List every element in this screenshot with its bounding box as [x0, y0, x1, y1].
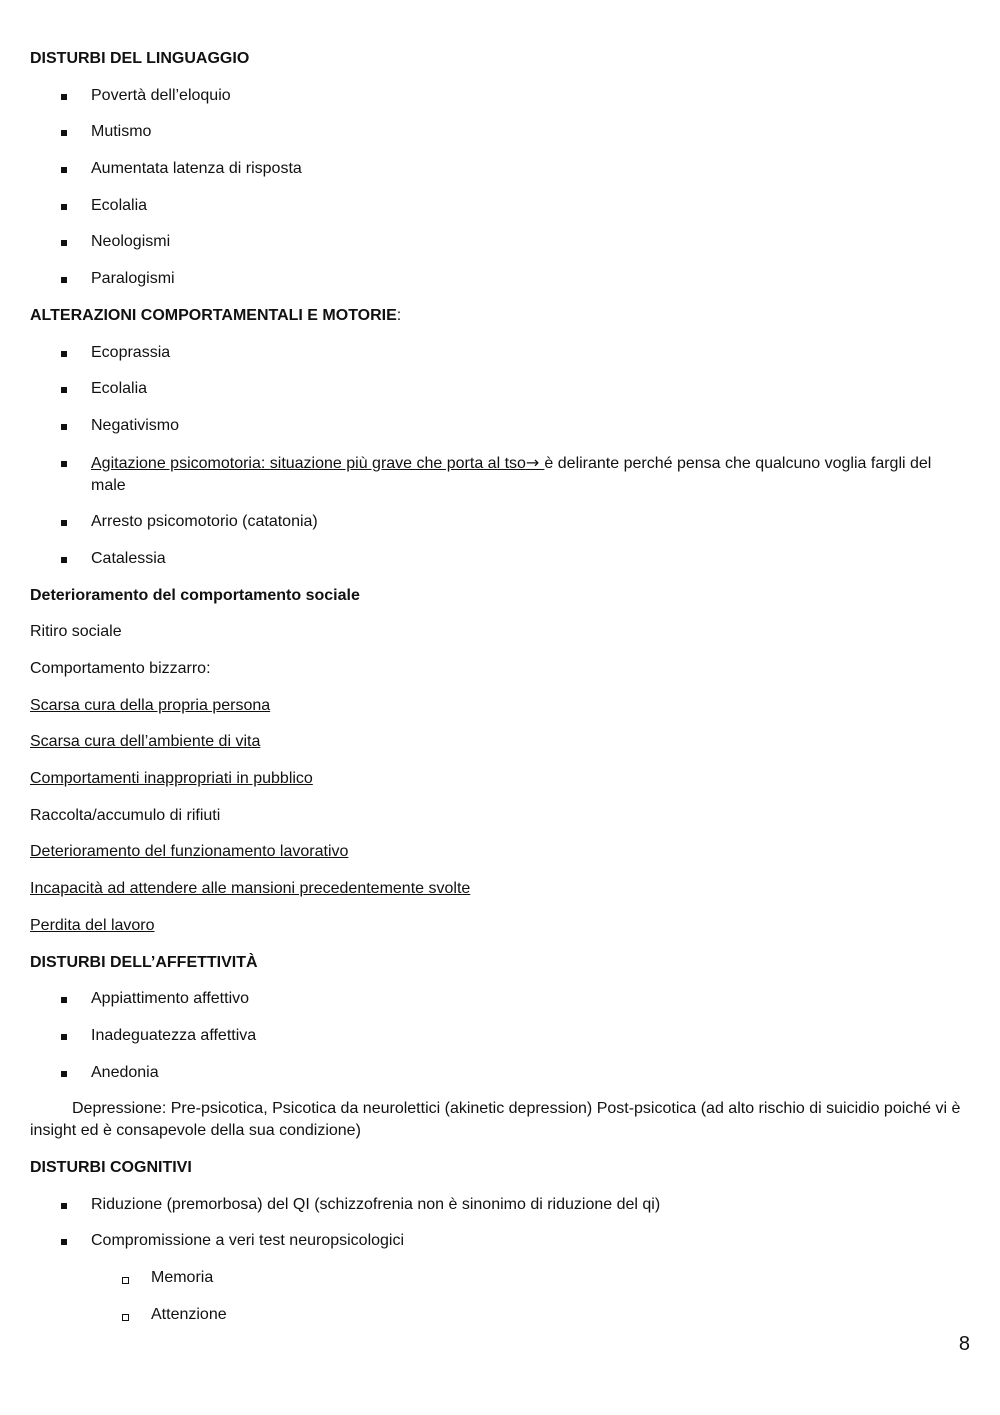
heading-affettivita: DISTURBI DELL’AFFETTIVITÀ — [30, 953, 258, 971]
square-bullet-icon — [61, 461, 67, 467]
square-bullet-icon — [61, 1203, 67, 1209]
heading-linguaggio: DISTURBI DEL LINGUAGGIO — [30, 50, 250, 67]
list-item: Ecolalia — [30, 195, 970, 217]
list-item: Mutismo — [30, 121, 970, 143]
square-bullet-icon — [61, 520, 67, 526]
list-item: Ecoprassia — [30, 342, 970, 364]
paragraph: Perdita del lavoro — [30, 916, 155, 934]
list-item: Arresto psicomotorio (catatonia) — [30, 511, 970, 533]
square-bullet-icon — [61, 167, 67, 173]
square-bullet-icon — [61, 204, 67, 210]
paragraph: Deterioramento del funzionamento lavorativo — [30, 843, 349, 861]
square-bullet-icon — [61, 1071, 67, 1077]
list-item: Riduzione (premorbosa) del QI (schizzofrenia non è sinonimo di riduzione del qi) — [30, 1194, 970, 1216]
list-item: Inadeguatezza affettiva — [30, 1025, 970, 1047]
square-bullet-icon — [61, 997, 67, 1003]
heading-cognitivi: DISTURBI COGNITIVI — [30, 1158, 192, 1176]
sub-list-item: Memoria — [30, 1267, 970, 1289]
document-page — [30, 48, 970, 1340]
sub-list-item: Attenzione — [30, 1304, 970, 1326]
paragraph: Raccolta/accumulo di rifiuti — [30, 806, 221, 824]
paragraph: Incapacità ad attendere alle mansioni precedentemente svolte — [30, 880, 471, 898]
page-number: 8 — [958, 1333, 970, 1355]
square-bullet-icon — [61, 94, 67, 100]
right-arrow-icon: → — [525, 452, 545, 472]
heading-comportamentali: ALTERAZIONI COMPORTAMENTALI E MOTORIE: — [30, 306, 402, 324]
paragraph: Comportamenti inappropriati in pubblico — [30, 770, 313, 788]
hollow-square-bullet-icon — [122, 1277, 129, 1284]
square-bullet-icon — [61, 557, 67, 563]
paragraph: Ritiro sociale — [30, 623, 122, 641]
list-item: Ecolalia — [30, 378, 970, 400]
square-bullet-icon — [61, 277, 67, 283]
square-bullet-icon — [61, 240, 67, 246]
list-item: Compromissione a veri test neuropsicologici — [30, 1230, 970, 1252]
hollow-square-bullet-icon — [122, 1314, 129, 1321]
square-bullet-icon — [61, 1034, 67, 1040]
list-item: Neologismi — [30, 231, 970, 253]
list-item: Appiattimento affettivo — [30, 988, 970, 1010]
paragraph: Scarsa cura della propria persona — [30, 696, 271, 714]
list-item: Aumentata latenza di risposta — [30, 158, 970, 180]
list-item: Agitazione psicomotoria: situazione più grave che porta al tso→ è delirante perché pensa che qualcuno voglia fargli del male — [30, 452, 970, 497]
list-item: Povertà dell’eloquio — [30, 85, 970, 107]
depressione-paragraph: Depressione: Pre-psicotica, Psicotica da neurolettici (akinetic depression) Post-psicotica (ad alto rischio di suicidio poiché vi è insight ed è consapevole della sua condizione) — [30, 1100, 961, 1140]
list-item: Paralogismi — [30, 268, 970, 290]
list-item: Anedonia — [30, 1062, 970, 1084]
list-item: Catalessia — [30, 548, 970, 570]
square-bullet-icon — [61, 387, 67, 393]
square-bullet-icon — [61, 351, 67, 357]
list-item: Negativismo — [30, 415, 970, 437]
paragraph: Scarsa cura dell’ambiente di vita — [30, 733, 261, 751]
square-bullet-icon — [61, 1239, 67, 1245]
paragraph: Comportamento bizzarro: — [30, 660, 211, 677]
square-bullet-icon — [61, 424, 67, 430]
square-bullet-icon — [61, 130, 67, 136]
heading-sociale: Deterioramento del comportamento sociale — [30, 586, 360, 604]
